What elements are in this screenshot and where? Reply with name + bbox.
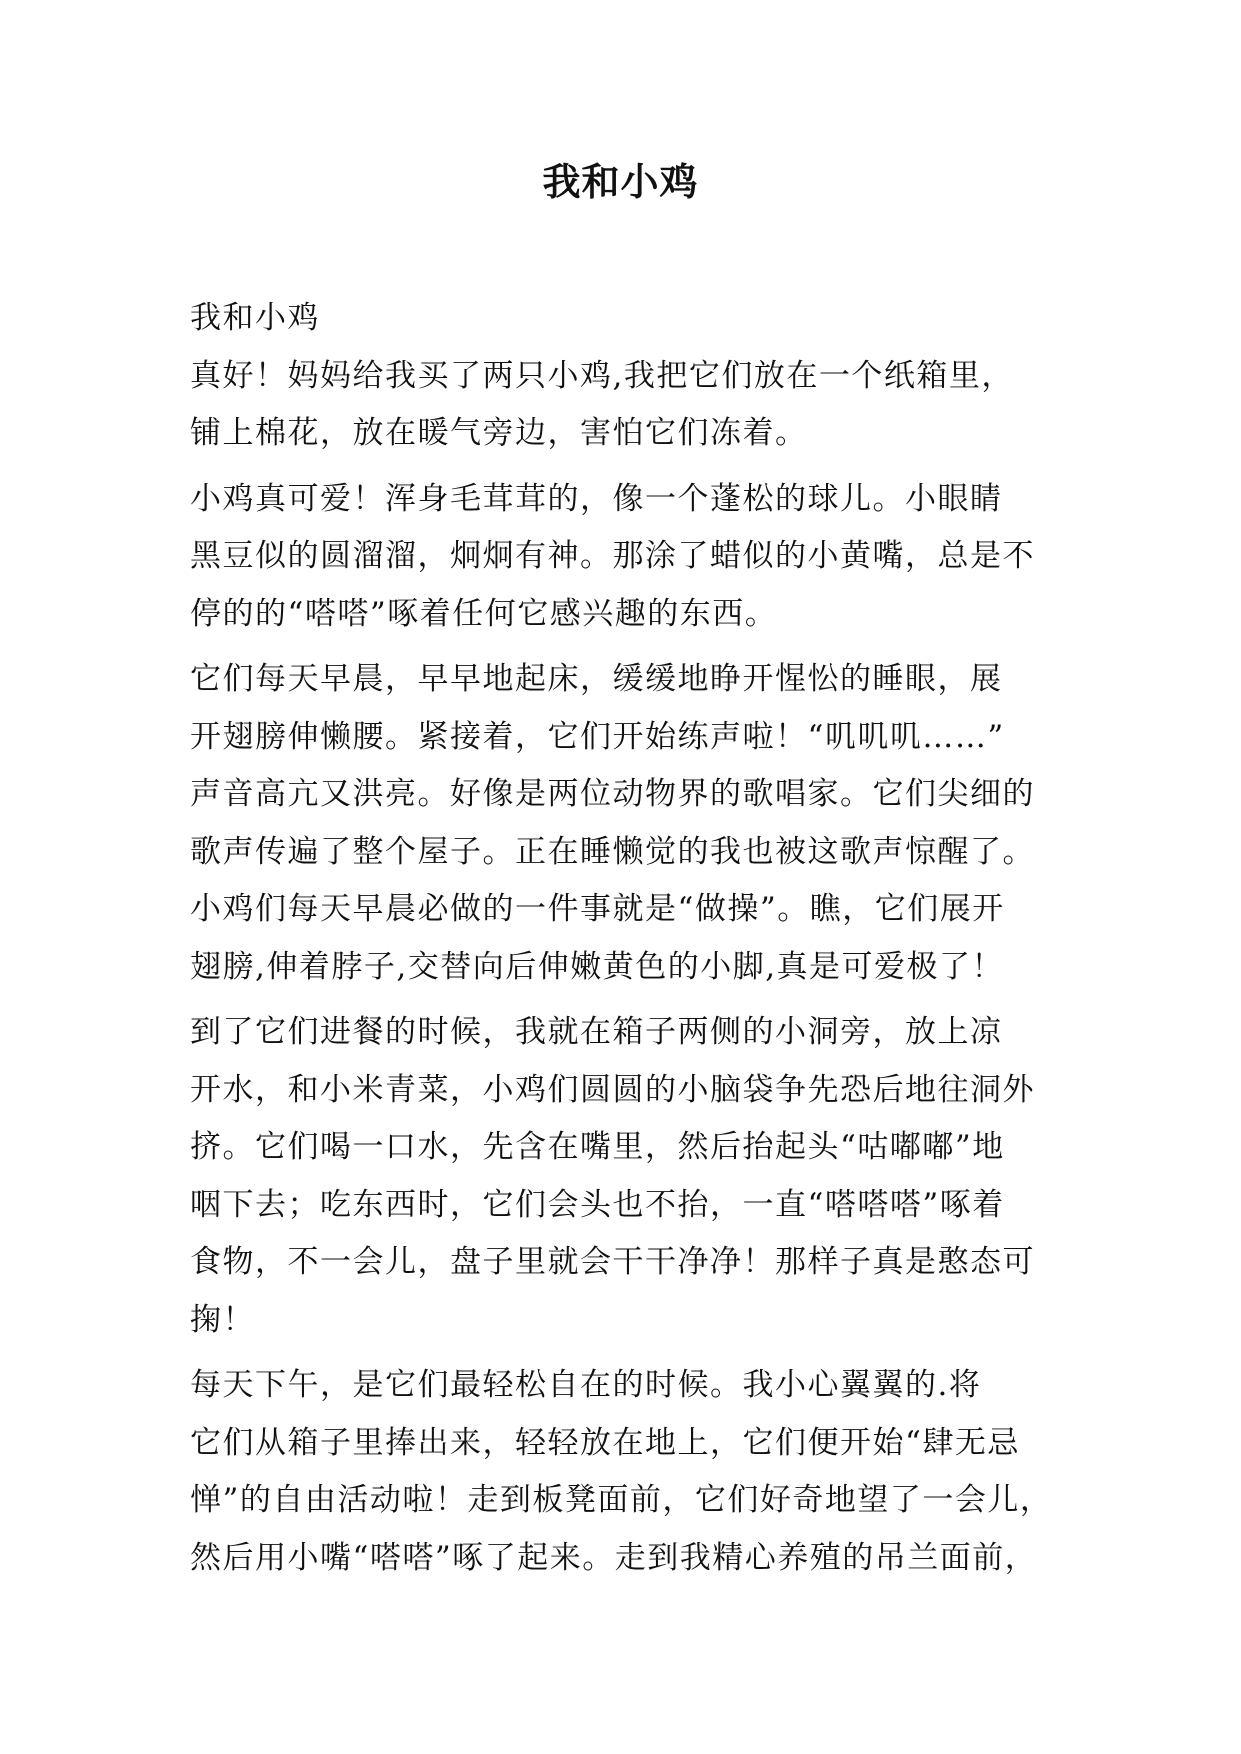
document-body: [190, 290, 1070, 1587]
text-line: 食物，不一会儿，盘子里就会干干净净！那样子真是憨态可: [190, 1244, 1035, 1280]
text-line: 小鸡们每天早晨必做的一件事就是“做操”。瞧，它们展开: [190, 891, 1005, 927]
text-line: 到了它们进餐的时候，我就在箱子两侧的小洞旁，放上凉: [190, 1014, 1003, 1050]
text-line: 每天下午，是它们最轻松自在的时候。我小心翼翼的.将: [190, 1367, 982, 1403]
text-line: 真好！妈妈给我买了两只小鸡,我把它们放在一个纸箱里，: [190, 357, 1014, 394]
text-line: 铺上棉花，放在暖气旁边，害怕它们冻着。: [190, 415, 808, 451]
text-line: 掬！: [190, 1301, 255, 1338]
text-line: 翅膀,伸着脖子,交替向后伸嫩黄色的小脚,真是可爱极了！: [190, 948, 1005, 985]
text-line: 停的的“嗒嗒”啄着任何它感兴趣的东西。: [190, 595, 778, 632]
text-line: 然后用小嘴“嗒嗒”啄了起来。走到我精心养殖的吊兰面前，: [190, 1539, 1038, 1576]
text-line: 声音高亢又洪亮。好像是两位动物界的歌唱家。它们尖细的: [190, 776, 1035, 812]
text-line: 小鸡真可爱！浑身毛茸茸的，像一个蓬松的球儿。小眼睛: [190, 480, 1003, 517]
text-line: 惮”的自由活动啦！走到板凳面前，它们好奇地望了一会儿，: [190, 1482, 1053, 1518]
text-line: 开水，和小米青菜，小鸡们圆圆的小脑袋争先恐后地往洞外: [190, 1071, 1035, 1108]
text-line: 它们从箱子里捧出来，轻轻放在地上，它们便开始“肆无忌: [190, 1424, 1020, 1461]
text-line: 歌声传遍了整个屋子。正在睡懒觉的我也被这歌声惊醒了。: [190, 833, 1035, 870]
text-line: 咽下去；吃东西时，它们会头也不抬，一直“嗒嗒嗒”啄着: [190, 1186, 1005, 1223]
text-line: 它们每天早晨，早早地起床，缓缓地睁开惺忪的睡眼，展: [190, 661, 1003, 697]
text-line: 我和小鸡: [190, 300, 320, 336]
text-line: 黑豆似的圆溜溜，炯炯有神。那涂了蜡似的小黄嘴，总是不: [190, 538, 1035, 574]
text-line: 挤。它们喝一口水，先含在嘴里，然后抬起头“咕嘟嘟”地: [190, 1129, 1005, 1165]
text-line: 开翅膀伸懒腰。紧接着，它们开始练声啦！“叽叽叽……”: [190, 718, 1005, 755]
document-title: 我和小鸡: [542, 160, 699, 204]
